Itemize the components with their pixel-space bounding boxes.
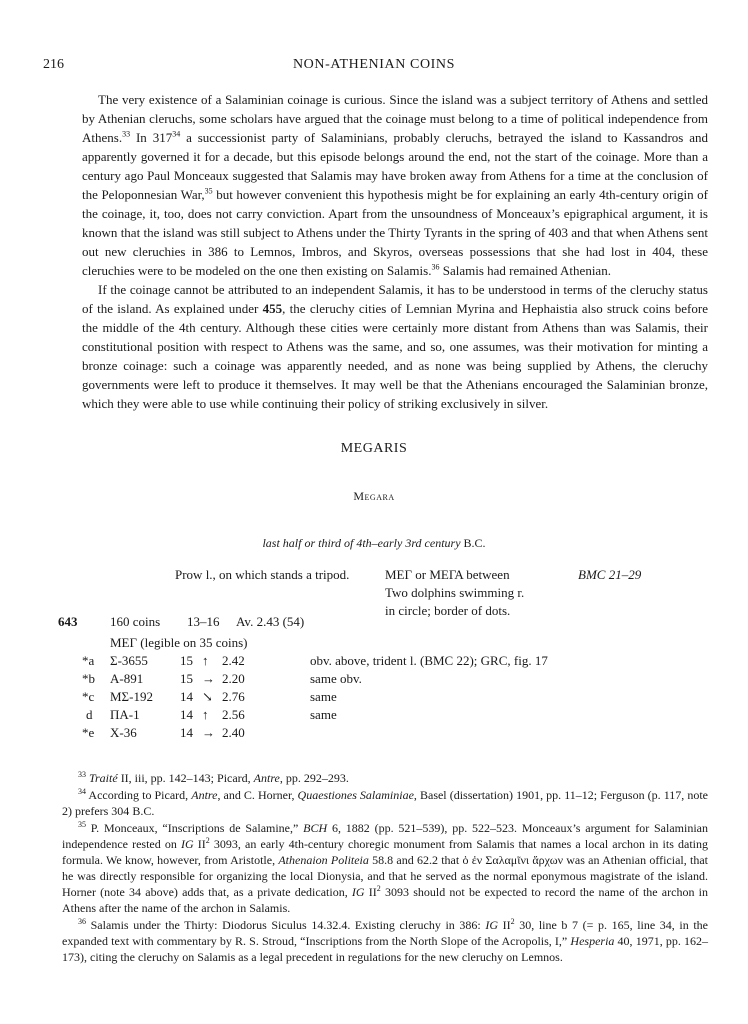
running-title: NON-ATHENIAN COINS [292,57,456,72]
footnote: $^{36}$ Salamis under the Thirty: Diodorus Siculus 14.32.4. Existing cleruchy in 386: IG $II^2$ 30, line b 7 (= p. 165, line 34, in the expanded text with commentary by R. S. Stroud, “Inscriptions from the North Slope of the Acropolis, I,” Hesperia 40, 1971, pp. 162–173), citing the cleruchy on Salamis as a legal precedent in regulations for the new cleruchy on Lemnos. [62,917,709,964]
table-row: d ΠΑ-1 14 ↑ 2.56 same [86,707,337,722]
table-row: *b A-891 15 → 2.20 same obv. [82,671,362,686]
footnote: $^{33}$ Traité II, iii, pp. 142–143; Picard, Antre, pp. 292–293. [78,770,349,785]
table-row: *e X-36 14 → 2.40 [82,725,245,740]
table-row: *c ΜΣ-192 14 ↘ 2.76 same [82,689,337,704]
section-title: MEGARIS [340,441,408,456]
date-heading: last half or third of 4th–early 3rd century B.C. [262,536,486,550]
footnotes [62,770,708,966]
obverse-description: Prow l., on which stands a tripod. [175,567,350,582]
footnote: $^{34}$ According to Picard, Antre, and C. Horner, Quaestiones Salaminiae, Basel (dissertation) 1901, pp. 11–12; Ferguson (p. 117, note 2) prefers 304 B.C. [62,787,708,818]
catalogue-entry-main: 643 160 coins 13–16 Av. 2.43 (54) [58,614,305,629]
page-number: 216 [43,57,64,72]
paragraph: If the coinage cannot be attributed to an independent Salamis, it has to be understood in terms of the cleruchy status of the island. As explained under 455, the cleruchy cities of Lemnian Myrina and Hephaistia also struck coins before the middle of the 4th century. Although these cities were certainly more distant from Athens than was Salamis, their constitutional position with respect to Athens was the same, and so, one assumes, was their motivation for minting a bronze coinage: such a coinage was apparently needed, and as none was being supplied by Athens, the cleruchy governments were left to produce it themselves. It may well be that the Athenians encouraged the Salaminian bronze, which they were able to use while continuing their policy of striking exclusively in silver. [82,282,708,411]
reference: BMC 21–29 [578,567,642,582]
reverse-description: ΜΕΓ or ΜΕΓΑ between Two dolphins swimming r. in circle; border of dots. [385,567,525,618]
body-text [82,90,708,413]
paragraph: The very existence of a Salaminian coinage is curious. Since the island was a subject territory of Athens and settled by Athenian cleruchs, some scholars have argued that the coinage must belong to a time of political independence from Athens.$^{33}$ In $317^{34}$ a successionist party of Salaminians, probably cleruchs, betrayed the island to Kassandros and apparently governed it for a decade, but this episode belongs around the end, not the start of the coinage. More than a century ago Paul Monceaux suggested that Salamis may have broken away from Athens for a time at the conclusion of the Peloponnesian War,$^{35}$ but however convenient this hypothesis might be for explaining an early 4th-century origin of the coinage, it, too, does not carry conviction. Apart from the unsoundness of Monceaux’s epigraphical argument, it is known that the island was still subject to Athens under the Thirty Tyrants in the spring of 403 and that when Athens sent out new cleruchies in 386 to Lemnos, Imbros, and Skyros, overseas possessions that she had lost in 404, these cleruchies were to be modeled on the one then existing on Salamis.$^{36}$ Salamis had remained Athenian. [82,92,708,278]
city-heading: Megara [353,489,395,503]
footnote: $^{35}$ P. Monceaux, “Inscriptions de Salamine,” BCH 6, 1882 (pp. 521–539), pp. 522–523. Monceaux’s argument for Salaminian independence rested on IG $II^2$ 3093, an early 4th-century choregic monument from Salamis that names a local archon in its dating formula. We know, however, from Aristotle, Athenaion Politeia 58.8 and 62.2 that ὁ ἐν Σαλαμῖνι ἄρχων was an Athenian official, that he was directly responsible for organizing the local Dionysia, and that he served as the normal eponymous magistrate of the island. Horner (note 34 above) adds that, as a private dedication, IG $II^2$ 3093 should not be expected to record the name of the archon in Athens after the name of the archon in Salamis. [62,820,708,915]
table-row: *a Σ-3655 15 ↑ 2.42 obv. above, trident l. (BMC 22); GRC, fig. 17 [82,653,548,668]
legend-note: ΜΕΓ (legible on 35 coins) [110,635,248,650]
